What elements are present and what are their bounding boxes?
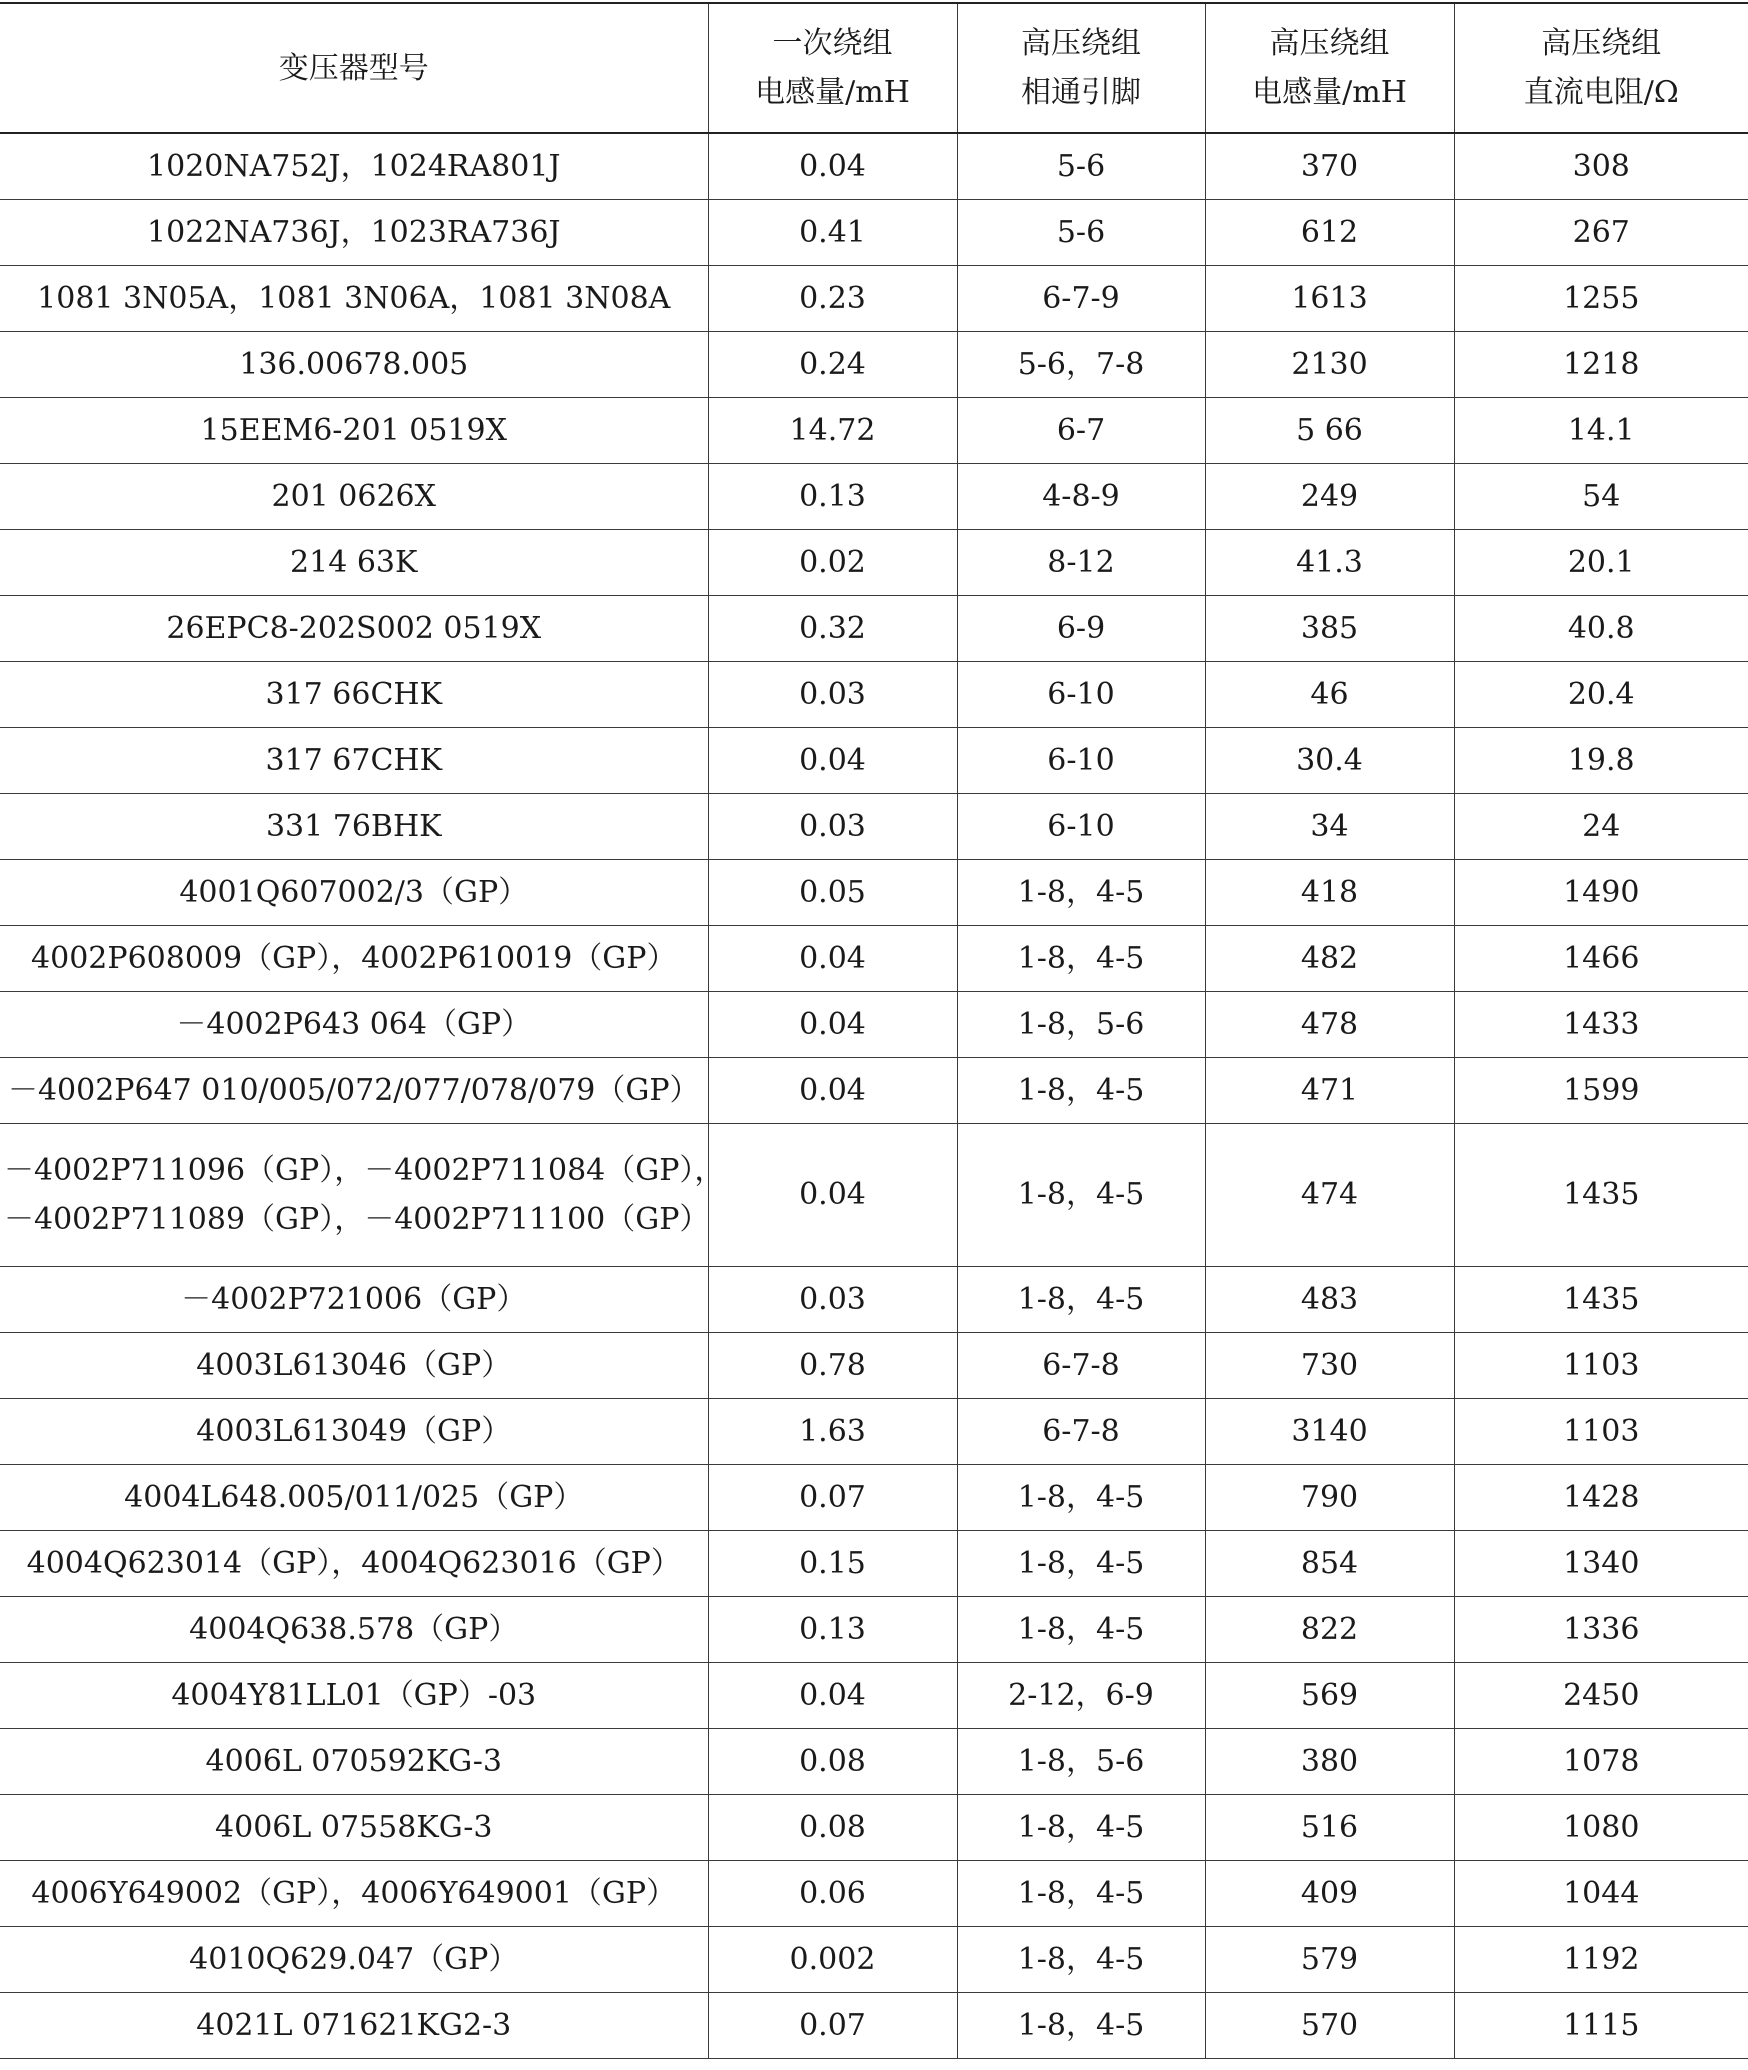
cell-hv-inductance: 2130 [1205,331,1454,397]
header-hv-inductance-line: 电感量/mH [1252,75,1407,110]
cell-model [0,265,708,331]
table-row [0,727,1748,793]
cell-hv-pins: 1-8，4-5 [957,1596,1205,1662]
cell-hv-pins: 4-8-9 [957,463,1205,529]
model-line: －4002P721006（GP） [181,1281,527,1317]
model-line: 4003L613049（GP） [196,1413,512,1449]
table-row [0,1794,1748,1860]
cell-hv-pins: 6-10 [957,727,1205,793]
model-line: 317 67CHK [265,742,442,778]
model-line: 4002P608009（GP），4002P610019（GP） [31,940,677,976]
cell-model [0,1860,708,1926]
table-row [0,1728,1748,1794]
cell-hv-pins: 5-6，7-8 [957,331,1205,397]
cell-primary-inductance: 0.24 [708,331,957,397]
header-primary-inductance [708,3,957,133]
cell-hv-resistance: 24 [1454,793,1748,859]
table-row [0,397,1748,463]
cell-model [0,1332,708,1398]
cell-model [0,133,708,199]
cell-model [0,793,708,859]
cell-hv-pins: 1-8，4-5 [957,925,1205,991]
transformer-spec-table [0,2,1748,2059]
cell-primary-inductance: 0.04 [708,133,957,199]
cell-hv-inductance: 34 [1205,793,1454,859]
cell-primary-inductance: 0.04 [708,991,957,1057]
cell-hv-resistance: 1336 [1454,1596,1748,1662]
cell-model [0,1057,708,1123]
cell-hv-resistance: 1340 [1454,1530,1748,1596]
cell-hv-pins: 6-7-8 [957,1398,1205,1464]
model-line: 4006Y649002（GP），4006Y649001（GP） [31,1875,677,1911]
cell-primary-inductance: 0.07 [708,1992,957,2058]
table-row [0,1662,1748,1728]
cell-hv-inductance: 3140 [1205,1398,1454,1464]
header-hv-inductance-line: 高压绕组 [1269,26,1390,61]
cell-hv-inductance: 730 [1205,1332,1454,1398]
cell-hv-pins: 1-8，4-5 [957,1860,1205,1926]
cell-model [0,661,708,727]
header-model-line: 变压器型号 [278,50,429,86]
cell-hv-resistance: 40.8 [1454,595,1748,661]
model-line: 4006L 070592KG-3 [205,1743,502,1779]
cell-hv-inductance: 482 [1205,925,1454,991]
cell-hv-inductance: 1613 [1205,265,1454,331]
cell-model [0,1662,708,1728]
cell-model [0,1926,708,1992]
cell-hv-pins: 2-12，6-9 [957,1662,1205,1728]
header-hv-resistance-line: 高压绕组 [1541,26,1662,61]
table-row [0,1123,1748,1266]
cell-hv-resistance: 1490 [1454,859,1748,925]
table-body [0,133,1748,2058]
table-row [0,925,1748,991]
cell-hv-pins: 6-10 [957,661,1205,727]
model-line: －4002P711089（GP），－4002P711100（GP） [4,1201,710,1237]
cell-model [0,925,708,991]
model-line: 1020NA752J，1024RA801J [147,148,561,184]
cell-hv-resistance: 1080 [1454,1794,1748,1860]
cell-model [0,199,708,265]
cell-primary-inductance: 1.63 [708,1398,957,1464]
cell-hv-pins: 1-8，4-5 [957,859,1205,925]
model-line: 331 76BHK [265,808,442,844]
model-line: 136.00678.005 [239,346,469,382]
cell-model [0,1728,708,1794]
cell-hv-resistance: 2450 [1454,1662,1748,1728]
cell-hv-inductance: 46 [1205,661,1454,727]
cell-primary-inductance: 0.04 [708,1057,957,1123]
cell-hv-inductance: 30.4 [1205,727,1454,793]
cell-primary-inductance: 0.08 [708,1728,957,1794]
cell-primary-inductance: 0.13 [708,463,957,529]
cell-hv-pins: 1-8，4-5 [957,1992,1205,2058]
model-line: 4004Q638.578（GP） [189,1611,519,1647]
cell-hv-pins: 6-9 [957,595,1205,661]
cell-model [0,859,708,925]
cell-model [0,1266,708,1332]
cell-model [0,991,708,1057]
cell-primary-inductance: 0.41 [708,199,957,265]
cell-hv-inductance: 385 [1205,595,1454,661]
cell-primary-inductance: 0.15 [708,1530,957,1596]
cell-primary-inductance: 0.32 [708,595,957,661]
cell-model [0,463,708,529]
cell-hv-inductance: 579 [1205,1926,1454,1992]
cell-hv-resistance: 20.1 [1454,529,1748,595]
header-model [0,3,708,133]
cell-hv-pins: 1-8，4-5 [957,1464,1205,1530]
cell-model [0,1464,708,1530]
cell-primary-inductance: 0.07 [708,1464,957,1530]
model-line: 201 0626X [271,478,436,514]
cell-hv-pins: 1-8，5-6 [957,991,1205,1057]
cell-hv-inductance: 478 [1205,991,1454,1057]
table-row [0,199,1748,265]
cell-hv-pins: 6-10 [957,793,1205,859]
cell-hv-resistance: 54 [1454,463,1748,529]
table-row [0,793,1748,859]
cell-hv-resistance: 1466 [1454,925,1748,991]
table-row [0,1926,1748,1992]
cell-primary-inductance: 0.04 [708,1662,957,1728]
model-line: 15EEM6-201 0519X [200,412,507,448]
cell-hv-resistance: 1044 [1454,1860,1748,1926]
cell-model [0,1123,725,1266]
cell-hv-resistance: 1192 [1454,1926,1748,1992]
cell-primary-inductance: 0.78 [708,1332,957,1398]
table-row [0,859,1748,925]
model-line: 4003L613046（GP） [196,1347,512,1383]
cell-hv-resistance: 1115 [1454,1992,1748,2058]
cell-hv-inductance: 471 [1205,1057,1454,1123]
cell-primary-inductance: 0.04 [708,727,957,793]
cell-primary-inductance: 0.03 [708,661,957,727]
table-row [0,133,1748,199]
header-hv-pins [957,3,1205,133]
cell-hv-resistance: 1255 [1454,265,1748,331]
cell-hv-resistance: 1218 [1454,331,1748,397]
cell-hv-resistance: 1078 [1454,1728,1748,1794]
header-primary-inductance-line: 一次绕组 [772,26,893,61]
cell-hv-inductance: 612 [1205,199,1454,265]
table-row [0,1992,1748,2058]
table-row [0,463,1748,529]
table-row [0,1596,1748,1662]
cell-model [0,1596,708,1662]
table-row [0,265,1748,331]
model-line: 4004Q623014（GP），4004Q623016（GP） [26,1545,681,1581]
cell-primary-inductance: 0.08 [708,1794,957,1860]
cell-hv-pins: 5-6 [957,199,1205,265]
cell-hv-inductance: 569 [1205,1662,1454,1728]
model-line: 4006L 07558KG-3 [215,1809,493,1845]
model-line: －4002P647 010/005/072/077/078/079（GP） [7,1072,700,1108]
cell-primary-inductance: 0.05 [708,859,957,925]
cell-hv-pins: 1-8，4-5 [957,1266,1205,1332]
cell-hv-inductance: 409 [1205,1860,1454,1926]
cell-model [0,397,708,463]
table-row [0,595,1748,661]
cell-hv-inductance: 41.3 [1205,529,1454,595]
model-line: －4002P711096（GP），－4002P711084（GP）， [4,1152,725,1188]
table-row [0,1530,1748,1596]
model-line: 4001Q607002/3（GP） [179,874,529,910]
cell-hv-resistance: 1428 [1454,1464,1748,1530]
cell-hv-inductance: 822 [1205,1596,1454,1662]
table-row [0,331,1748,397]
cell-hv-resistance: 1435 [1454,1123,1748,1266]
cell-hv-pins: 6-7 [957,397,1205,463]
cell-hv-pins: 1-8，4-5 [957,1794,1205,1860]
cell-model [0,1530,708,1596]
cell-hv-inductance: 249 [1205,463,1454,529]
cell-primary-inductance: 0.13 [708,1596,957,1662]
table-row [0,1057,1748,1123]
table-row [0,1332,1748,1398]
table-header [0,3,1748,133]
header-hv-pins-line: 相通引脚 [1021,75,1141,110]
table-row [0,1398,1748,1464]
cell-hv-inductance: 380 [1205,1728,1454,1794]
cell-hv-inductance: 483 [1205,1266,1454,1332]
table-row [0,1464,1748,1530]
header-primary-inductance-line: 电感量/mH [755,75,910,110]
header-row [0,3,1748,133]
cell-hv-resistance: 14.1 [1454,397,1748,463]
cell-primary-inductance: 0.04 [708,1123,957,1266]
cell-hv-inductance: 370 [1205,133,1454,199]
cell-hv-inductance: 5 66 [1205,397,1454,463]
cell-primary-inductance: 0.03 [708,1266,957,1332]
model-line: －4002P643 064（GP） [176,1006,532,1042]
cell-hv-pins: 6-7-9 [957,265,1205,331]
cell-hv-resistance: 19.8 [1454,727,1748,793]
table-row [0,1860,1748,1926]
model-line: 4004Y81LL01（GP）-03 [171,1677,537,1713]
cell-primary-inductance: 14.72 [708,397,957,463]
model-line: 4021L 071621KG2-3 [196,2007,512,2043]
header-hv-pins-line: 高压绕组 [1021,26,1141,61]
cell-hv-pins: 1-8，5-6 [957,1728,1205,1794]
cell-hv-inductance: 790 [1205,1464,1454,1530]
cell-hv-pins: 1-8，4-5 [957,1123,1205,1266]
cell-model [0,331,708,397]
cell-hv-resistance: 1435 [1454,1266,1748,1332]
model-line: 26EPC8-202S002 0519X [166,610,542,646]
cell-hv-resistance: 20.4 [1454,661,1748,727]
model-line: 1022NA736J，1023RA736J [147,214,561,250]
cell-hv-pins: 1-8，4-5 [957,1530,1205,1596]
cell-hv-resistance: 1103 [1454,1398,1748,1464]
cell-primary-inductance: 0.06 [708,1860,957,1926]
cell-hv-inductance: 474 [1205,1123,1454,1266]
cell-hv-pins: 5-6 [957,133,1205,199]
header-hv-inductance [1205,3,1454,133]
cell-hv-resistance: 1433 [1454,991,1748,1057]
cell-hv-resistance: 267 [1454,199,1748,265]
cell-hv-pins: 8-12 [957,529,1205,595]
cell-primary-inductance: 0.23 [708,265,957,331]
cell-hv-pins: 1-8，4-5 [957,1926,1205,1992]
table-row [0,529,1748,595]
cell-hv-inductance: 516 [1205,1794,1454,1860]
cell-hv-resistance: 1103 [1454,1332,1748,1398]
cell-primary-inductance: 0.002 [708,1926,957,1992]
cell-model [0,727,708,793]
cell-model [0,595,708,661]
model-line: 4010Q629.047（GP） [189,1941,519,1977]
cell-model [0,1794,708,1860]
table-row [0,661,1748,727]
cell-hv-resistance: 1599 [1454,1057,1748,1123]
cell-hv-pins: 1-8，4-5 [957,1057,1205,1123]
cell-hv-inductance: 570 [1205,1992,1454,2058]
model-line: 317 66CHK [265,676,442,712]
cell-hv-inductance: 854 [1205,1530,1454,1596]
cell-hv-resistance: 308 [1454,133,1748,199]
cell-model [0,529,708,595]
cell-model [0,1992,708,2058]
header-hv-resistance [1454,3,1748,133]
cell-primary-inductance: 0.04 [708,925,957,991]
cell-primary-inductance: 0.03 [708,793,957,859]
header-hv-resistance-line: 直流电阻/Ω [1523,75,1679,110]
table-row [0,1266,1748,1332]
cell-hv-pins: 6-7-8 [957,1332,1205,1398]
cell-hv-inductance: 418 [1205,859,1454,925]
table-row [0,991,1748,1057]
model-line: 4004L648.005/011/025（GP） [124,1479,584,1515]
model-line: 1081 3N05A，1081 3N06A，1081 3N08A [37,280,671,316]
cell-model [0,1398,708,1464]
cell-primary-inductance: 0.02 [708,529,957,595]
model-line: 214 63K [290,544,418,580]
